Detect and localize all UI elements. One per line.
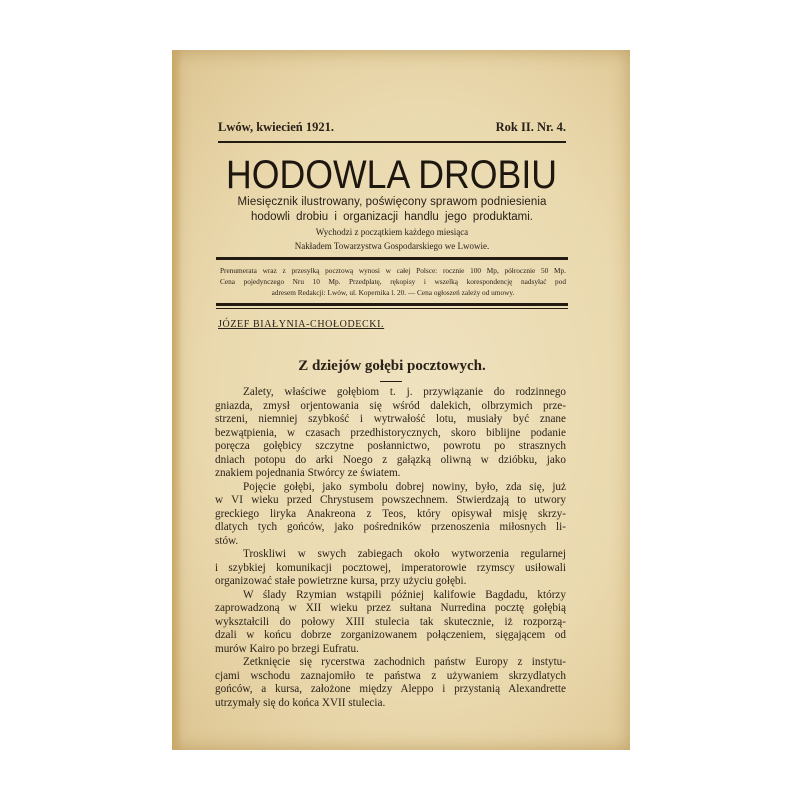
box-rule-thin (216, 308, 568, 309)
article-line: gniazda, zmysł orjentowania się wśród dalekich, olbrzymich prze- (215, 399, 566, 412)
article-line: Pojęcie gołębi, jako symbolu dobrej nowiny, było, zda się, już (243, 480, 566, 493)
subtitle-line: Miesięcznik ilustrowany, poświęcony sprawom podniesienia (237, 196, 547, 208)
subscription-line: Cena pojedynczego Nru 10 Mp. Przedpłatę, rękopisy i wszelką korespondencję nadsyłać pod (220, 277, 566, 286)
article-line: i szybkiej komunikacji pocztowej, imperatorowie rzymscy usiłowali (215, 561, 566, 574)
article-line: poręcza gołębicy szczytne posłannictwo, powrotu po strasznych (215, 440, 566, 452)
article-line: murów Kairo po brzegi Eufratu. (215, 642, 359, 655)
article-title: Z dziejów gołębi pocztowych. (298, 358, 486, 374)
masthead-title: HODOWLA DROBIU (226, 153, 557, 194)
article-line: strzeni, niemniej szybkość i wytrwałość lotu, musiały być znane (215, 413, 566, 425)
article-line: dniach potopu do arki Noego z gałązką oliwną w dzióbku, jako (215, 453, 566, 466)
masthead-rule (216, 257, 568, 260)
subscription-line: adresem Redakcji: Lwów, ul. Kopernika l. 20. — Cena ogłoszeń zależy od umowy. (271, 288, 515, 297)
title-rule (380, 381, 402, 382)
article-author: JÓZEF BIAŁYNIA-CHOŁODECKI. (218, 319, 385, 330)
article-line: cjami wschodu zaznajomiło te państwa z używaniem skrzydlatych (215, 669, 566, 682)
article-line: organizować stałe powietrzne kursa, przy użyciu gołębi. (215, 575, 467, 587)
article-line: utrzymały się do końca XVII stulecia. (215, 696, 386, 709)
box-rule-thick (216, 303, 568, 306)
article-line: Troskliwi w swych zabiegach około wytworzenia regularnej (243, 548, 566, 560)
article-line: Zalety, właściwe gołębiom t. j. przywiązanie do rodzinnego (243, 386, 566, 398)
article-line: zaprowadzoną w XII wieku przez sułtana Nurredina pocztę gołębią (215, 602, 566, 614)
article-body (215, 386, 566, 710)
article-line: Zetknięcie się rycerstwa zachodnich państw Europy z instytu- (243, 656, 566, 668)
masthead-title-svg (222, 148, 562, 194)
publication-note: Wychodzi z początkiem każdego miesiąca (315, 227, 469, 237)
article-line: bezwątpienia, w czasach przedhistorycznych, skoro biblijne podanie (215, 426, 566, 439)
subtitle-line: hodowli drobiu i organizacji handlu jego produktami. (250, 211, 534, 223)
publisher-note: Nakładem Towarzystwa Gospodarskiego we Lwowie. (294, 241, 490, 251)
article-line: w VI wieku przed Chrystusem powszechnem. Stwierdzają to utwory (215, 494, 566, 506)
article-line: wykształcili do połowy XIII stulecia tak skutecznie, iż rozporzą- (215, 615, 566, 628)
issue-number: Rok II. Nr. 4. (495, 120, 566, 134)
header-rule (218, 141, 566, 143)
article-line: znakiem pojednania Stwórcy ze światem. (215, 467, 401, 479)
article-line: W ślady Rzymian wstąpili później kalifowie Bagdadu, którzy (243, 588, 566, 601)
subscription-info (220, 265, 566, 298)
subscription-line: Prenumerata wraz z przesyłką pocztową wynosi w całej Polsce: rocznie 100 Mp, półrocznie 50 Mp. (220, 266, 566, 275)
place-date: Lwów, kwiecień 1921. (218, 120, 334, 134)
article-line: stów. (215, 534, 239, 547)
article-line: dzali w końcu dobrze zorganizowanem połączeniem, sięgającem od (215, 629, 566, 641)
article-line: gońców, a kursa, założone między Aleppo i przystanią Alexandrette (215, 683, 566, 695)
article-line: greckiego liryka Anakreona z Teos, który opisywał misję skrzy- (215, 507, 566, 520)
article-line: dlatych tych gońców, jako pośredników przenoszenia miłosnych li- (215, 521, 566, 533)
